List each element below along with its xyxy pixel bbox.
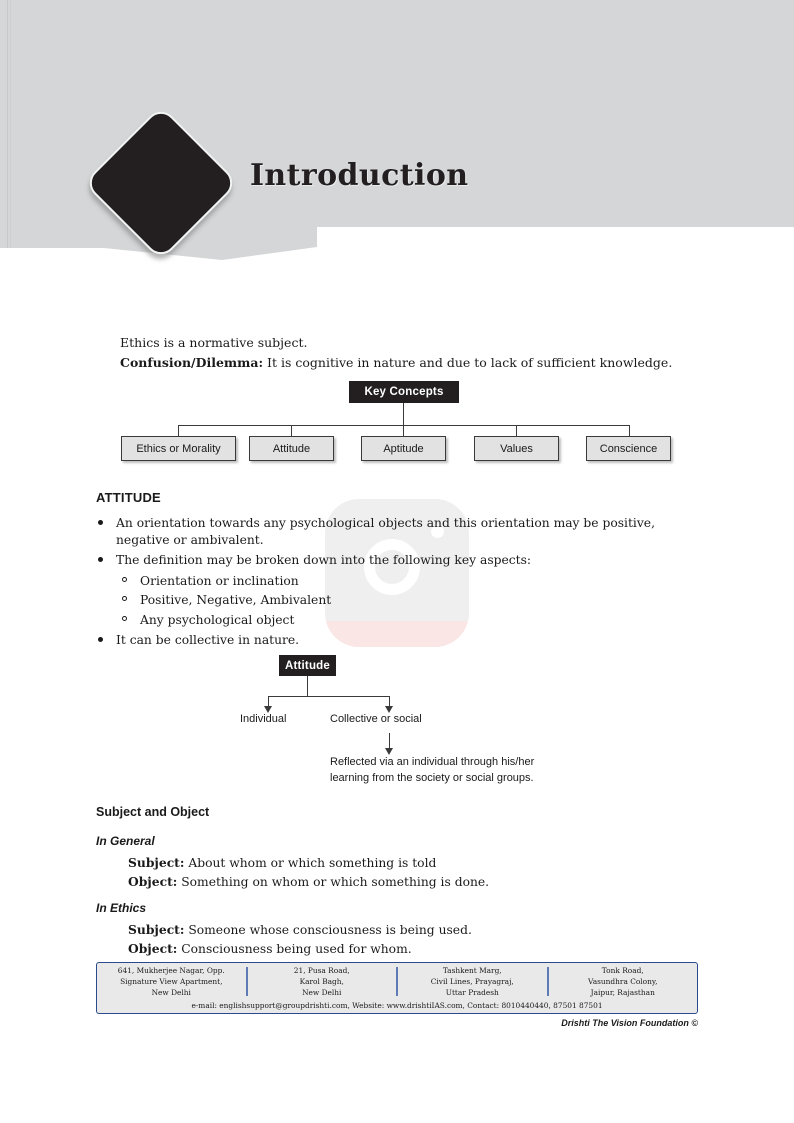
- list-item: [98, 515, 703, 549]
- object-text: Consciousness being used for whom.: [177, 942, 412, 956]
- group-title-in-general: In General: [96, 834, 155, 848]
- flowchart-root-node: Key Concepts: [349, 381, 459, 403]
- attitude-chart-note-line-2: learning from the society or social groups.: [330, 772, 534, 784]
- bullet-circle-icon: [122, 596, 127, 601]
- list-item-label: The definition may be broken down into the following key aspects:: [116, 553, 532, 567]
- bullet-dot-icon: [98, 520, 103, 525]
- arrow-head-icon: [264, 706, 272, 713]
- bullet-circle-icon: [122, 577, 127, 582]
- attitude-chart-note: [330, 754, 610, 786]
- definition-object-general: [128, 874, 489, 889]
- footer-address-grid: [97, 965, 697, 998]
- definition-object-ethics: [128, 941, 412, 956]
- definition-subject-ethics: [128, 922, 472, 937]
- footer-contact-line: e-mail: englishsupport@groupdrishti.com, Website: www.drishtiIAS.com, Contact: 8010440440, 87501 87501: [191, 1001, 603, 1010]
- subject-text: Someone whose consciousness is being used.: [184, 923, 472, 937]
- address-line: Karol Bagh,: [299, 977, 344, 986]
- footer-copyright: Drishti The Vision Foundation ©: [561, 1018, 698, 1028]
- list-item-label: It can be collective in nature.: [116, 633, 300, 647]
- address-line: 641, Mukherjee Nagar, Opp.: [117, 966, 225, 975]
- flowchart-node-conscience: Conscience: [586, 436, 671, 461]
- attitude-connector-bus: [268, 696, 390, 697]
- flowchart-node-attitude: Attitude: [249, 436, 334, 461]
- attitude-heading: ATTITUDE: [96, 490, 161, 505]
- bullet-circle-icon: [122, 616, 127, 621]
- address-line: 21, Pusa Road,: [293, 966, 350, 975]
- sub-list-item-label: Positive, Negative, Ambivalent: [140, 593, 332, 607]
- footer-address-column: [398, 965, 547, 998]
- address-line: Uttar Pradesh: [445, 988, 499, 997]
- object-label: Object:: [128, 874, 178, 889]
- list-item: [98, 552, 703, 569]
- subject-label: Subject:: [128, 855, 185, 870]
- attitude-branch-individual: Individual: [240, 713, 287, 725]
- attitude-chart-root-node: Attitude: [279, 655, 336, 676]
- page-title: Introduction: [250, 158, 469, 193]
- flowchart-node-ethics-or-morality: Ethics or Morality: [121, 436, 236, 461]
- address-line: Civil Lines, Prayagraj,: [430, 977, 514, 986]
- flowchart-node-aptitude: Aptitude: [361, 436, 446, 461]
- confusion-dilemma-label: Confusion/Dilemma:: [120, 355, 264, 370]
- object-label: Object:: [128, 941, 178, 956]
- bullet-dot-icon: [98, 637, 103, 642]
- definition-subject-general: [128, 855, 436, 870]
- connector-root-stem: [403, 403, 404, 425]
- address-line: New Delhi: [151, 988, 191, 997]
- footer-address-column: [97, 965, 246, 998]
- sub-list-item: [122, 573, 682, 590]
- sub-list-item-label: Orientation or inclination: [140, 574, 299, 588]
- intro-line-2: [120, 355, 672, 370]
- sub-list-item: [122, 612, 682, 629]
- footer-address-column: [248, 965, 397, 998]
- flowchart-node-values: Values: [474, 436, 559, 461]
- confusion-dilemma-text: It is cognitive in nature and due to lack of sufficient knowledge.: [263, 355, 673, 370]
- group-title-in-ethics: In Ethics: [96, 901, 147, 915]
- subject-object-heading: Subject and Object: [96, 805, 210, 819]
- address-line: New Delhi: [302, 988, 342, 997]
- footer-address-column: [549, 965, 698, 998]
- address-line: Tonk Road,: [601, 966, 644, 975]
- attitude-chart-note-line-1: Reflected via an individual through his/her: [330, 756, 535, 768]
- bullet-dot-icon: [98, 557, 103, 562]
- list-item: [98, 632, 658, 649]
- arrow-head-icon: [385, 706, 393, 713]
- list-item-label: An orientation towards any psychological objects and this orientation may be positive, negative or ambivalent.: [116, 516, 655, 547]
- attitude-branch-collective: Collective or social: [330, 713, 422, 725]
- sub-list-item-label: Any psychological object: [140, 613, 295, 627]
- address-line: Vasundhra Colony,: [588, 977, 658, 986]
- address-line: Jaipur, Rajasthan: [590, 988, 655, 997]
- address-line: Tashkent Marg,: [442, 966, 502, 975]
- intro-line-1: Ethics is a normative subject.: [120, 335, 308, 350]
- address-line: Signature View Apartment,: [120, 977, 223, 986]
- footer-address-box: [96, 962, 698, 1014]
- subject-text: About whom or which something is told: [184, 856, 437, 870]
- attitude-connector-stem: [307, 676, 308, 696]
- sub-list-item: [122, 592, 682, 609]
- object-text: Something on whom or which something is done.: [177, 875, 490, 889]
- subject-label: Subject:: [128, 922, 185, 937]
